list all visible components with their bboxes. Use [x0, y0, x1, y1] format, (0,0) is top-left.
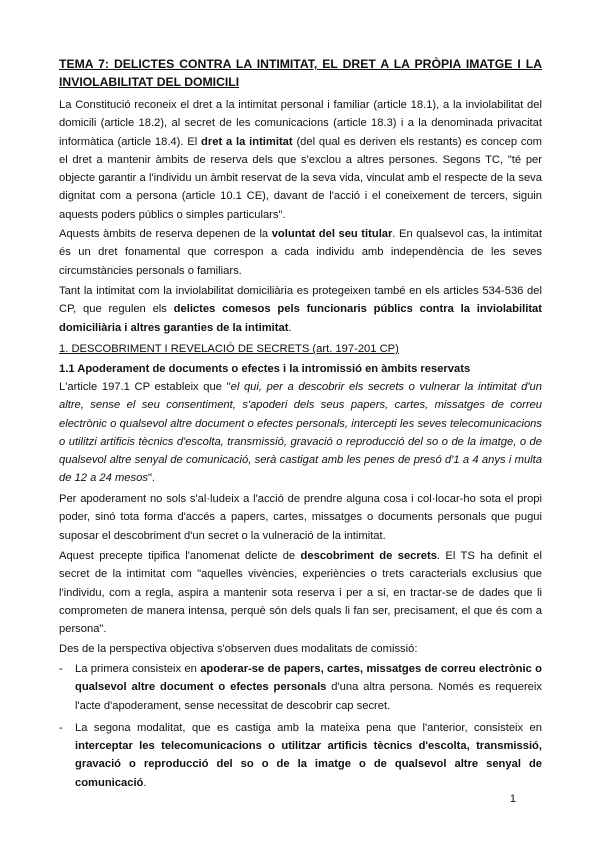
bold-term: descobriment de secrets [300, 550, 437, 562]
bold-term: apoderar-se de papers, cartes, missatges de correu electrònic o qualsevol altre document o efectes personals [75, 663, 542, 694]
text-run: (del qual es deriven els restants) es concep com el dret a mantenir àmbits de reserva dels que s'exclou a altres persones. Segons TC, "té per objecte garantir a l'individu un àmbit reservat de la seva vida, vinculat amb el respecte de la seva dignitat com a persona (article 10.1 CE), davant de l'acció i el coneixement de tercers, siguin aquests poders públics o simples particulars". [59, 135, 542, 221]
text-run: La Constitució reconeix el dret a la intimitat personal i familiar (article 18.1), a la inviolabilitat del domicili (article 18.2), al secret de les comunicacions (article 18.3) i a la denominada privacitat informàtica (article 18.4). El [59, 99, 542, 148]
text-run: L'article 197.1 CP estableix que " [59, 381, 231, 393]
text-run: La segona modalitat, que es castiga amb la mateixa pena que l'anterior, consisteix en [75, 721, 542, 734]
paragraph-civil-servants [59, 282, 542, 337]
paragraph-apoderament: Per apoderament no sols s'al·ludeix a l'acció de prendre alguna cosa i col·locar-ho sota el propi poder, sinó tota forma d'accés a papers, cartes, missatges o documents personals que pugui suposar el descobriment d'un secret o la vulneració de la intimitat. [59, 493, 542, 542]
text-run: . [143, 776, 147, 789]
paragraph-perspectiva: Des de la perspectiva objectiva s'observen dues modalitats de comissió: [59, 643, 418, 655]
paragraph-article-197 [59, 378, 542, 488]
list-item [59, 719, 542, 792]
text-run: Aquests àmbits de reserva depenen de la [59, 228, 272, 240]
text-run: ". [147, 472, 156, 485]
bold-term: dret a la intimitat [201, 135, 293, 148]
text-run: . El TS ha definit el secret de la intimitat com "aquelles vivències, experiències o trets caracterials exclusius que l'individu, com a regla, aspira a mantenir sota reserva i per a si, en tractar-se de dades que li comprometen de manera intensa, perquè són dels quals li fan ser, precisament, el que és com a persona". [59, 550, 542, 636]
text-run: d'una altra persona. Només es requereix l'acte d'apoderament, sense necessitat de descobrir cap secret. [75, 681, 542, 712]
bold-term: voluntat del seu titular [271, 228, 393, 240]
paragraph-descobriment [59, 547, 542, 638]
text-run: Aquest precepte tipifica l'anomenat delicte de [59, 550, 301, 562]
section-heading: 1. DESCOBRIMENT I REVELACIÓ DE SECRETS (art. 197-201 CP) [59, 343, 399, 355]
text-run: La primera consisteix en [75, 663, 201, 675]
text-run: Tant la intimitat com la inviolabilitat domiciliària es protegeixen també en els articles 534-536 del CP, que regulen els [59, 285, 542, 316]
text-run: . En qualsevol cas, la intimitat és un dret fonamental que correspon a cada individu amb independència de les seves circumstàncies personals o familiars. [59, 228, 542, 277]
list-item [59, 660, 542, 715]
page-title: TEMA 7: DELICTES CONTRA LA INTIMITAT, EL DRET A LA PRÒPIA IMATGE I LA INVIOLABILITAT DEL DOMICILI [59, 57, 542, 90]
subsection-heading: 1.1 Apoderament de documents o efectes i la intromissió en àmbits reservats [59, 363, 471, 375]
modalities-list [59, 660, 542, 792]
bold-term: delictes comesos pels funcionaris públics contra la inviolabilitat domiciliària i altres garanties de la intimitat [59, 303, 542, 334]
text-run: . [288, 321, 292, 334]
paragraph-reserve [59, 225, 542, 280]
bold-term: interceptar les telecomunicacions o utilitzar artificis tècnics d'escolta, transmissió, gravació o reproducció del so o de la imatge o de qualsevol altre senyal de comunicació [75, 740, 542, 789]
page-number: 1 [509, 793, 516, 805]
paragraph-constitution [59, 96, 542, 224]
quoted-article: el qui, per a descobrir els secrets o vulnerar la intimitat d'un altre, sense el seu consentiment, s'apoderi dels seus papers, cartes, missatges de correu electrònic o qualsevol altre document o efectes personals, intercepti les seves telecomunicacions o utilitzi artificis tècnics d'escolta, transmissió, gravació o reproducció del so o de la imatge, o de qualsevol altre senyal de comunicació, serà castigat amb les penes de presó d'1 a 4 anys i multa de 12 a 24 mesos [59, 381, 542, 485]
